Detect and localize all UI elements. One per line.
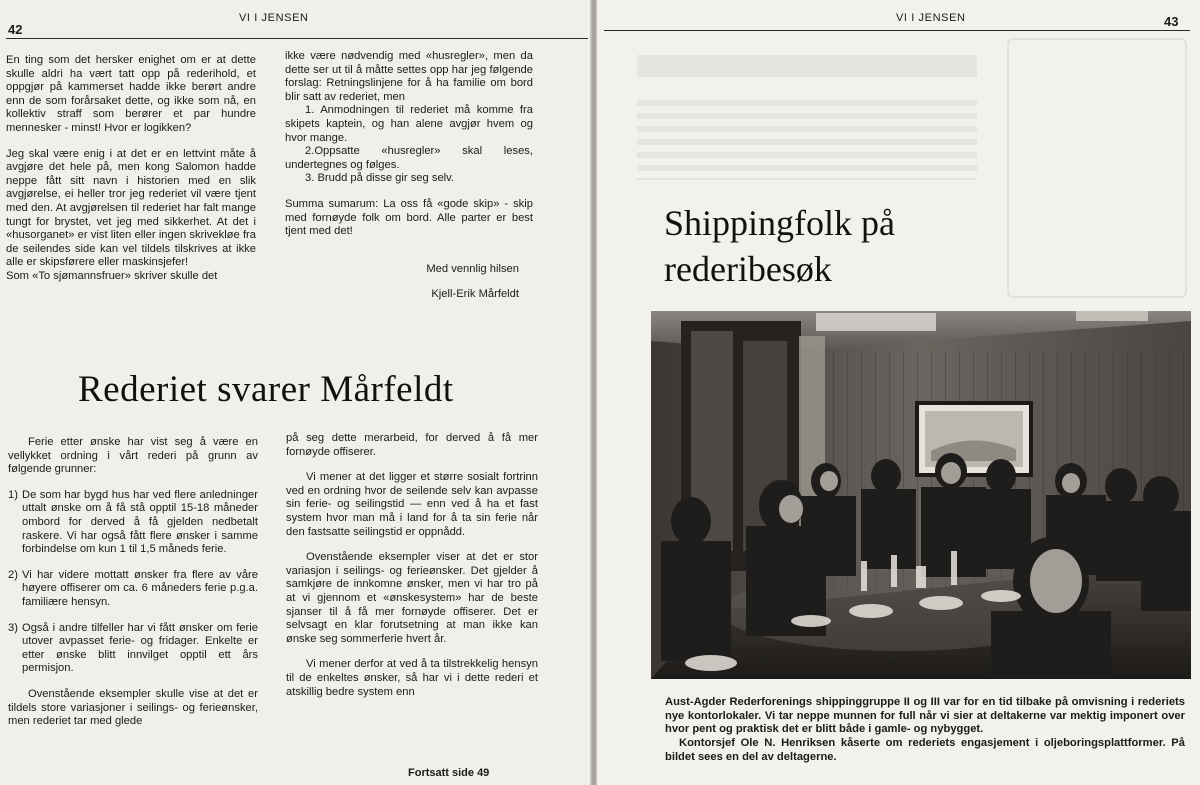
letter-column-1 bbox=[6, 54, 256, 284]
list-number: 3) bbox=[8, 621, 18, 634]
show-through bbox=[1007, 38, 1187, 298]
paragraph: Ferie etter ønske har vist seg å være en vellykket ordning i vårt rederi på grunn av følgende grunner: bbox=[8, 436, 258, 476]
paragraph: på seg dette merarbeid, for derved å få mer fornøyde offiserer. bbox=[286, 432, 538, 458]
list-item: 1. Anmodningen til rederiet må komme fra skipets kaptein, og han alene avgjør hvem og hvor mange. bbox=[285, 104, 533, 144]
headline-line: Shippingfolk på bbox=[664, 203, 895, 243]
list-item: 2.Oppsatte «husregler» skal leses, undertegnes og følges. bbox=[285, 145, 533, 171]
running-head-left: VI I JENSEN bbox=[239, 12, 309, 24]
header-rule-right bbox=[604, 30, 1190, 31]
caption-paragraph: Aust-Agder Rederforenings shippinggruppe II og III var for en tid tilbake på omvisning i rederiets nye kontorlokaler. Vi tar neppe munnen for full når vi sier at deltakerne var mektig imponert over hvor pent og praktisk det er blitt både i gamle- og nybygget. bbox=[665, 696, 1185, 736]
headline-line: rederibesøk bbox=[664, 249, 832, 289]
headline-left: Rederiet svarer Mårfeldt bbox=[78, 369, 454, 410]
caption-paragraph: Kontorsjef Ole N. Henriksen kåserte om rederiets engasjement i oljeboringsplattformer. På bildet sees en del av deltagerne. bbox=[665, 737, 1185, 763]
paragraph: Jeg skal være enig i at det er en lettvint måte å avgjøre det hele på, men kong Salomon hadde neppe fått sitt navn i historien med en slik avgjørelse, ei heller tror jeg rederiet vil være tjent med den. At avgjørelsen til rederiet har falt mange tungt for brystet, vet jeg med sikkerhet. At det i «husorganet» er vist liten eller ingen skrivekløe fra de seilendes side kan vel tildels tilskrives at ikke alle er skipsførere eller maskinsjefer! bbox=[6, 147, 256, 269]
show-through bbox=[637, 55, 977, 77]
paragraph: Vi mener derfor at ved å ta tilstrekkelig hensyn til de enkeltes ønsker, så har vi i dette rederi et atskillig bedre system enn bbox=[286, 658, 538, 698]
photo-caption bbox=[665, 696, 1185, 765]
list-item bbox=[8, 569, 258, 610]
show-through bbox=[637, 100, 977, 180]
page-number-left: 42 bbox=[8, 22, 23, 37]
header-rule-left bbox=[6, 38, 588, 39]
page-number-right: 43 bbox=[1164, 14, 1179, 29]
greeting: Med vennlig hilsen bbox=[426, 262, 519, 275]
meeting-photo bbox=[651, 311, 1191, 679]
paragraph: Vi mener at det ligger et større sosialt fortrinn ved en ordning hvor de seilende selv kan avpasse sin ferie- og seilingstid — enn ved å ha et fast system hvor man må i land for å ta sin ferie når den fastsatte seilingstid er oppnådd. bbox=[286, 471, 538, 538]
continued-note: Fortsatt side 49 bbox=[408, 767, 490, 779]
paragraph: Ovenstående eksempler skulle vise at det er tildels store variasjoner i seilings- og ferieønsker, men rederiet tar med glede bbox=[8, 687, 258, 728]
paragraph: Ovenstående eksempler viser at det er stor variasjon i seilings- og ferieønsker. Det gjelder å samkjøre de innkomne ønsker, men vi har tro på at vi gjennom et «ønskesystem» har de beste sjanser til å få mer fornøyde offiserer. Det er selvsagt en klar forutsetning at man ikke kan ønske seg sommerferie hvert år. bbox=[286, 551, 538, 645]
list-text: De som har bygd hus har ved flere anledninger uttalt ønske om å få stå opptil 15-18 måneder ombord for derved å få gjelden nedbetalt raskere. Vi har også fått flere ønsker i samme forbindelse om kun 1 til 1,5 måneds ferie. bbox=[22, 488, 258, 556]
letter-column-2 bbox=[285, 50, 533, 302]
reply-column-1 bbox=[8, 436, 258, 729]
running-head-right: VI I JENSEN bbox=[896, 12, 966, 24]
left-page bbox=[0, 0, 592, 785]
signature: Kjell-Erik Mårfeldt bbox=[431, 288, 519, 301]
paragraph: Som «To sjømannsfruer» skriver skulle det bbox=[6, 269, 218, 282]
list-number: 2) bbox=[8, 568, 18, 581]
reply-column-2 bbox=[286, 432, 538, 699]
headline-right bbox=[664, 200, 1024, 292]
list-item bbox=[8, 622, 258, 676]
list-item bbox=[8, 489, 258, 557]
list-text: Vi har videre mottatt ønsker fra flere av våre høyere offiserer om ca. 6 måneders ferie p.g.a. familiære hensyn. bbox=[22, 568, 258, 608]
paragraph: En ting som det hersker enighet om er at dette skulle aldri ha vært tatt opp på rederihold, et oppgjør på kammerset hadde ikke berørt andre enn de som forårsaket dette, og ikke som nå, en kollektiv straff som berører et par hundre mennesker - minst! Hvor er logikken? bbox=[6, 54, 256, 134]
paragraph: Summa sumarum: La oss få «gode skip» - skip med fornøyde folk om bord. Alle parter er best tjent med det! bbox=[285, 197, 533, 238]
list-text: Også i andre tilfeller har vi fått ønsker om ferie utover avpasset ferie- og fridager. Enkelte er etter ønske blitt innvilget opptil ett års permisjon. bbox=[22, 621, 258, 675]
paragraph: ikke være nødvendig med «husregler», men da dette ser ut til å måtte settes opp har jeg følgende forslag: Retningslinjene for å ha familie om bord blir satt av rederiet, men bbox=[285, 50, 533, 103]
list-number: 1) bbox=[8, 488, 18, 501]
list-item: 3. Brudd på disse gir seg selv. bbox=[305, 172, 455, 185]
